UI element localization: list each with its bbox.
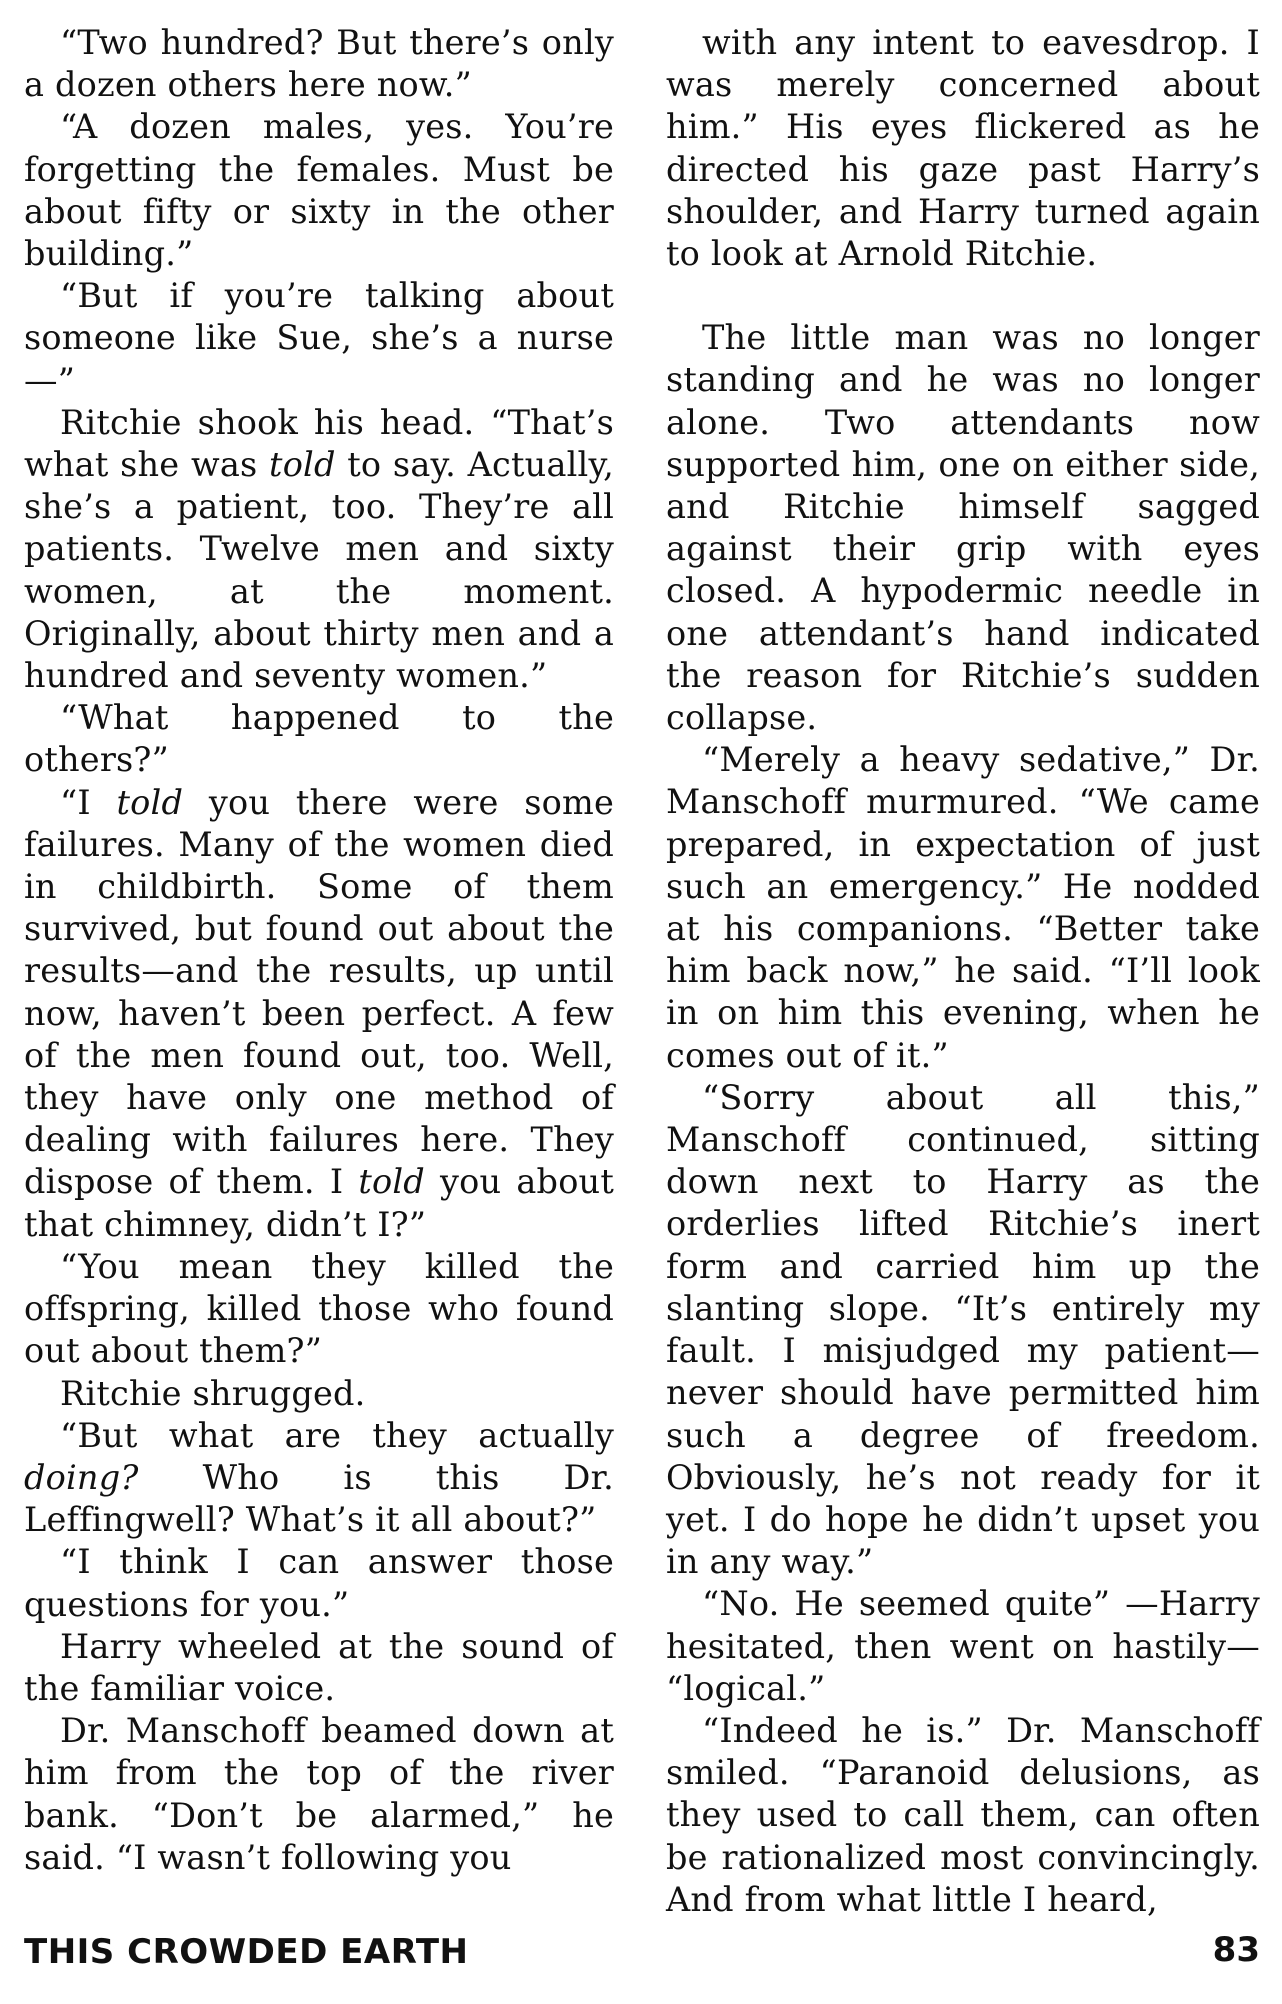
- paragraph: “But if you’re talking about someone like Sue, she’s a nurse—”: [24, 276, 614, 400]
- paragraph: “A dozen males, yes. You’re forgetting the females. Must be about fifty or sixty in the other building.”: [24, 107, 614, 274]
- running-title: THIS CROWDED EARTH: [24, 1932, 469, 1972]
- left-text-column: [24, 22, 614, 1879]
- paragraph: “But what are they actually doing? Who is this Dr. Leffingwell? What’s it all about?”: [24, 1415, 614, 1540]
- paragraph: The little man was no longer standing and he was no longer alone. Two attendants now supported him, one on either side, and Ritchie himself sagged against their grip with eyes closed. A hypodermic needle in one attendant’s hand indicated the reason for Ritchie’s sudden collapse.: [666, 318, 1260, 738]
- paragraph: Harry wheeled at the sound of the familiar voice.: [24, 1626, 614, 1708]
- paragraph: Ritchie shook his head. “That’s what she was told to say. Actually, she’s a patient, too. They’re all patients. Twelve men and sixty women, at the moment. Originally, about thirty men and a hundred and seventy women.”: [24, 402, 614, 696]
- paragraph: “Merely a heavy sedative,” Dr. Manschoff murmured. “We came prepared, in expectation of just such an emergency.” He nodded at his companions. “Better take him back now,” he said. “I’ll look in on him this evening, when he comes out of it.”: [666, 740, 1260, 1075]
- right-text-column: [666, 22, 1260, 1921]
- paragraph: “I told you there were some failures. Many of the women died in childbirth. Some of them survived, but found out about the results—and the results, up until now, haven’t been perfect. A few of the men found out, too. Well, they have only one method of dealing with failures here. They dispose of them. I told you about that chimney, didn’t I?”: [24, 782, 614, 1244]
- paragraph: “No. He seemed quite” —Harry hesitated, then went on hastily— “logical.”: [666, 1584, 1260, 1708]
- paragraph: “I think I can answer those questions for you.”: [24, 1542, 614, 1624]
- page-number: 83: [1212, 1930, 1260, 1970]
- paragraph: with any intent to eavesdrop. I was merely concerned about him.” His eyes flickered as he directed his gaze past Harry’s shoulder, and Harry turned again to look at Arnold Ritchie.: [666, 23, 1260, 274]
- paragraph: “What happened to the others?”: [24, 698, 614, 780]
- paragraph: “You mean they killed the offspring, killed those who found out about them?”: [24, 1246, 614, 1371]
- paragraph: Ritchie shrugged.: [60, 1373, 366, 1413]
- paragraph: “Sorry about all this,” Manschoff continued, sitting down next to Harry as the orderlies lifted Ritchie’s inert form and carried him up the slanting slope. “It’s entirely my fault. I misjudged my patient—never should have permitted him such a degree of freedom. Obviously, he’s not ready for it yet. I do hope he didn’t upset you in any way.”: [666, 1077, 1260, 1582]
- paragraph: “Indeed he is.” Dr. Manschoff smiled. “Paranoid delusions, as they used to call them, can often be rationalized most convincingly. And from what little I heard,: [666, 1710, 1260, 1919]
- paragraph: “Two hundred? But there’s only a dozen others here now.”: [24, 23, 614, 105]
- paragraph: Dr. Manschoff beamed down at him from the top of the river bank. “Don’t be alarmed,” he said. “I wasn’t following you: [24, 1711, 614, 1877]
